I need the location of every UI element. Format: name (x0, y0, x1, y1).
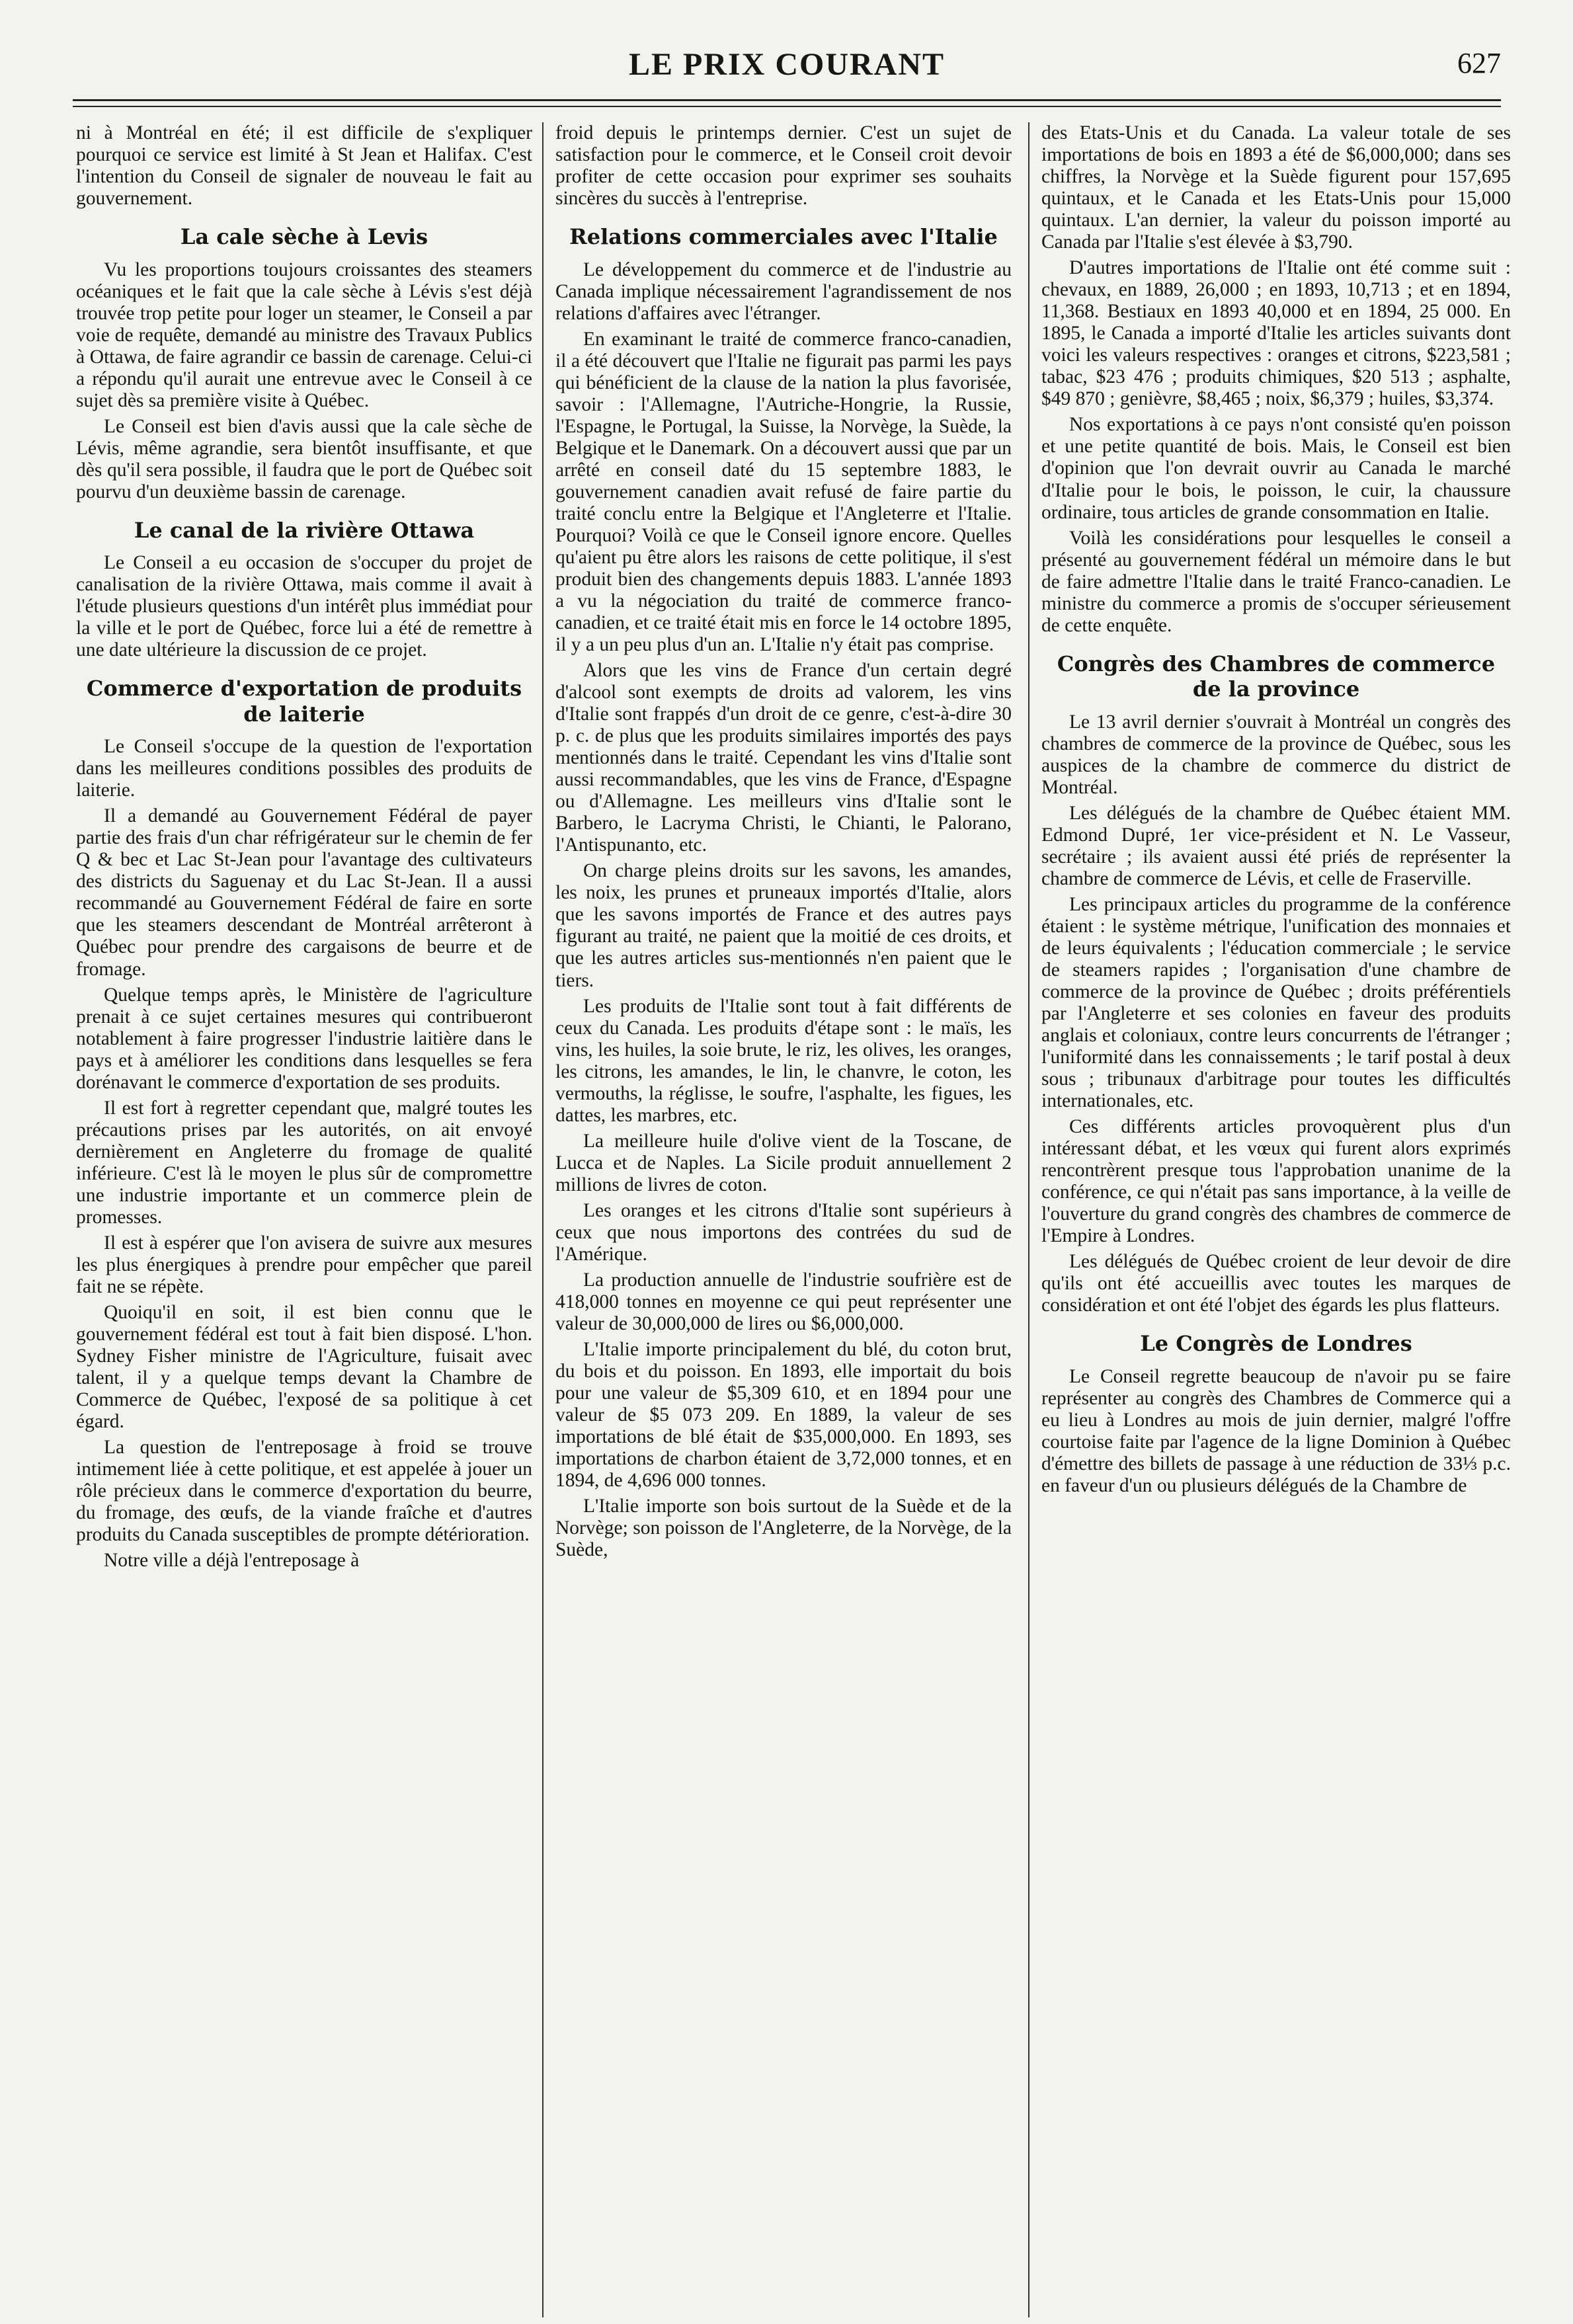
paragraph: L'Italie importe principalement du blé, du coton brut, du bois et du poisson. En 1893, elle importait du bois pour une valeur de $5,309 610, et en 1894 pour une valeur de $5 073 209. En 1889, la valeur de ses importations de blé était de $35,000,000. En 1893, ses importations de charbon étaient de 3,72,000 tonnes, et en 1894, de 4,696 000 tonnes. (555, 1339, 1012, 1492)
column-2 (555, 122, 1012, 1565)
paragraph: Le 13 avril dernier s'ouvrait à Montréal un congrès des chambres de commerce de la province de Québec, sous les auspices de la chambre de commerce du district de Montréal. (1041, 711, 1511, 798)
paragraph: Les oranges et les citrons d'Italie sont supérieurs à ceux que nous importons des contrées du sud de l'Amérique. (555, 1199, 1012, 1265)
column-3 (1041, 122, 1511, 1501)
paragraph: La meilleure huile d'olive vient de la Toscane, de Lucca et de Naples. La Sicile produit annuellement 2 millions de livres de coton. (555, 1130, 1012, 1195)
section-heading: Commerce d'exportation de produits de laiterie (86, 676, 522, 727)
paragraph: Quelque temps après, le Ministère de l'agriculture prenait à ce sujet certaines mesures qui contribueront notablement à faire progresser l'industrie laitière dans le pays et à améliorer les conditions dans lesquelles se fera dorénavant le commerce d'exportation de ses produits. (76, 984, 532, 1093)
paragraph: Il a demandé au Gouvernement Fédéral de payer partie des frais d'un char réfrigérateur sur le chemin de fer Q & bec et Lac St-Jean pour l'avantage des cultivateurs des districts du Saguenay et du Lac St-Jean. Il a aussi recommandé au Gouvernement Fédéral de faire en sorte que les steamers descendant de Montréal arrêteront à Québec pour prendre des cargaisons de beurre et de fromage. (76, 805, 532, 980)
paragraph: Les principaux articles du programme de la conférence étaient : le système métrique, l'unification des monnaies et de leurs équivalents ; l'éducation commerciale ; le service de steamers rapides ; l'organisation d'une chambre de commerce de la province de Québec ; droits préférentiels par l'Angleterre et ses colonies en faveur des produits anglais et coloniaux, contre leurs concurrents de l'étranger ; l'uniformité dans les connaissements ; le tarif postal à deux sous ; tribunaux d'arbitrage pour toutes les difficultés internationales, etc. (1041, 893, 1511, 1112)
section-heading: La cale sèche à Levis (180, 224, 428, 250)
paragraph: Vu les proportions toujours croissantes des steamers océaniques et le fait que la cale sèche à Lévis s'est déjà trouvée trop petite pour loger un steamer, le Conseil a par voie de requête, demandé au ministre des Travaux Publics à Ottawa, de faire agrandir ce bassin de carenage. Celui-ci a répondu qu'il aurait une entrevue avec le Conseil à ce sujet dès sa première visite à Québec. (76, 259, 532, 411)
paragraph: La question de l'entreposage à froid se trouve intimement liée à cette politique, et est appelée à jouer un rôle précieux dans le commerce d'exportation du beurre, du fromage, des œufs, de la viande fraîche et d'autres produits du Canada susceptibles de prompte détérioration. (76, 1437, 532, 1546)
paragraph: L'Italie importe son bois surtout de la Suède et de la Norvège; son poisson de l'Angleterre, de la Norvège, de la Suède, (555, 1496, 1012, 1561)
paragraph: En examinant le traité de commerce franco-canadien, il a été découvert que l'Italie ne figurait pas parmi les pays qui bénéficient de la clause de la nation la plus favorisée, savoir : l'Allemagne, l'Autriche-Hongrie, la Russie, l'Espagne, le Portugal, la Suisse, la Norvège, la Suède, la Belgique et le Danemark. On a découvert aussi que par un arrêté en conseil daté du 15 septembre 1883, le gouvernement canadien avait refusé de faire partie du traité conclu entre la Belgique et l'Angleterre et l'Italie. Pourquoi? Voilà ce que le Conseil ignore encore. Quelles qu'aient pu être alors les raisons de cette politique, il s'est produit bien des changements depuis 1883. L'année 1893 a vu la négociation du traité de commerce franco-canadien, et ce traité était mis en force le 14 octobre 1895, il y a un peu plus d'un an. L'Italie n'y était pas comprise. (555, 328, 1012, 656)
paragraph: D'autres importations de l'Italie ont été comme suit : chevaux, en 1889, 26,000 ; en 1893, 10,713 ; et en 1894, 11,368. Bestiaux en 1893 40,000 et en 1894, 25 000. En 1895, le Canada a importé d'Italie les articles suivants dont voici les valeurs respectives : oranges et citrons, $223,581 ; tabac, $23 476 ; produits chimiques, $20 513 ; asphalte, $49 870 ; genièvre, $8,465 ; noix, $6,379 ; huiles, $3,374. (1041, 257, 1511, 410)
paragraph: Nos exportations à ce pays n'ont consisté qu'en poisson et une petite quantité de bois. Mais, le Conseil est bien d'opinion que l'on devrait ouvrir au Canada le marché d'Italie pour le bois, le poisson, le cuir, la chaussure ordinaire, tous articles de grande consommation en Italie. (1041, 414, 1511, 523)
paragraph: Il est fort à regretter cependant que, malgré toutes les précautions prises par les autorités, on ait envoyé dernièrement en Angleterre du fromage de qualité inférieure. C'est là le moyen le plus sûr de compromettre une industrie importante et un commerce plein de promesses. (76, 1097, 532, 1228)
paragraph: Le développement du commerce et de l'industrie au Canada implique nécessairement l'agrandissement de nos relations d'affaires avec l'étranger. (555, 259, 1012, 324)
header-rule-thin (73, 106, 1501, 107)
paragraph: Quoiqu'il en soit, il est bien connu que le gouvernement fédéral est tout à fait bien disposé. L'hon. Sydney Fisher ministre de l'Agriculture, fuisait avec talent, il y a quelque temps devant la Chambre de Commerce de Québec, l'exposé de sa politique à cet égard. (76, 1301, 532, 1433)
page-header (73, 46, 1501, 93)
paragraph: Alors que les vins de France d'un certain degré d'alcool sont exempts de droits ad valorem, les vins d'Italie sont frappés d'un droit de ce genre, c'est-à-dire 30 p. c. de plus que les produits similaires importés des pays mentionnés dans le traité. Cependant les vins d'Italie sont aussi recommandables, que les vins de France, d'Espagne ou d'Allemagne. Les meilleurs vins d'Italie sont le Barbero, le Lacryma Christi, le Chianti, le Palorano, l'Antispunanto, etc. (555, 660, 1012, 856)
paragraph: Le Conseil s'occupe de la question de l'exportation dans les meilleures conditions possibles des produits de laiterie. (76, 736, 532, 801)
header-rule (73, 99, 1501, 101)
paragraph: Notre ville a déjà l'entreposage à (104, 1550, 360, 1572)
paragraph: Les produits de l'Italie sont tout à fait différents de ceux du Canada. Les produits d'étape sont : le maïs, les vins, les huiles, la soie brute, le riz, les olives, les oranges, les citrons, les amandes, le lin, le chanvre, le coton, les vermouths, la réglisse, le soufre, l'asphalte, les figues, les dattes, les marbres, etc. (555, 995, 1012, 1126)
paragraph: Les délégués de la chambre de Québec étaient MM. Edmond Dupré, 1er vice-président et N. Le Vasseur, secrétaire ; ils avaient aussi été priés de représenter la chambre de commerce de Lévis, et celle de Fraserville. (1041, 802, 1511, 889)
paragraph: Le Conseil est bien d'avis aussi que la cale sèche de Lévis, même agrandie, sera bientôt insuffisante, et que dès qu'il sera possible, il faudra que le port de Québec soit pourvu d'un deuxième bassin de carenage. (76, 415, 532, 502)
section-heading: Le canal de la rivière Ottawa (134, 517, 475, 543)
section-heading: Relations commerciales avec l'Italie (569, 224, 998, 250)
paragraph: ni à Montréal en été; il est difficile de s'expliquer pourquoi ce service est limité à St Jean et Halifax. C'est l'intention du Conseil de signaler de nouveau le fait au gouvernement. (76, 122, 532, 210)
section-heading: Congrès des Chambres de commerce de la province (1057, 651, 1496, 702)
paragraph: La production annuelle de l'industrie soufrière est de 418,000 tonnes en moyenne ce qui peut représenter une valeur de 30,000,000 de lires ou $6,000,000. (555, 1269, 1012, 1334)
column-divider (1028, 122, 1029, 2317)
column-divider (542, 122, 544, 2317)
paragraph: Le Conseil a eu occasion de s'occuper du projet de canalisation de la rivière Ottawa, mais comme il avait à l'étude plusieurs questions d'un intérêt plus immédiat pour la ville et le port de Québec, force lui a été de remettre à une date ultérieure la discussion de ce projet. (76, 552, 532, 661)
paragraph: Voilà les considérations pour lesquelles le conseil a présenté au gouvernement fédéral un mémoire dans le but de faire admettre l'Italie dans le traité Franco-canadien. Le ministre du commerce a promis de s'occuper sérieusement de cette enquête. (1041, 527, 1511, 636)
paragraph: Il est à espérer que l'on avisera de suivre aux mesures les plus énergiques à prendre pour empêcher que pareil fait ne se répète. (76, 1232, 532, 1297)
paragraph: Ces différents articles provoquèrent plus d'un intéressant débat, et les vœux qui furent alors exprimés rencontrèrent presque tous l'approbation unanime de la conférence, ce qui n'était pas sans importance, à la veille de l'ouverture du grand congrès des chambres de commerce de l'Empire à Londres. (1041, 1116, 1511, 1247)
column-1 (76, 122, 532, 1576)
paragraph: On charge pleins droits sur les savons, les amandes, les noix, les prunes et pruneaux importés d'Italie, alors que les savons importés de France et des autres pays figurant au traité, ne paient que la moitié de ces droits, et que les autres articles sus-mentionnés n'en paient que le tiers. (555, 860, 1012, 991)
paragraph: froid depuis le printemps dernier. C'est un sujet de satisfaction pour le commerce, et le Conseil croit devoir profiter de cette occasion pour exprimer ses souhaits sincères du succès à l'entreprise. (555, 122, 1012, 210)
paragraph: Le Conseil regrette beaucoup de n'avoir pu se faire représenter au congrès des Chambres de Commerce qui a eu lieu à Londres au mois de juin dernier, malgré l'offre courtoise faite par l'agence de la ligne Dominion à Québec d'émettre des billets de passage à une réduction de 33⅓ p.c. en faveur d'un ou plusieurs délégués de la Chambre de (1041, 1365, 1511, 1496)
page-number: 627 (1457, 47, 1501, 79)
section-heading: Le Congrès de Londres (1140, 1331, 1412, 1357)
paragraph: des Etats-Unis et du Canada. La valeur totale de ses importations de bois en 1893 a été de $6,000,000; dans ses chiffres, la Norvège et la Suède figurent pour 157,695 quintaux, et le Canada et les Etats-Unis pour 15,000 quintaux. L'an dernier, la valeur du poisson importé au Canada par l'Italie s'est élevée à $3,790. (1041, 122, 1511, 253)
paragraph: Les délégués de Québec croient de leur devoir de dire qu'ils ont été accueillis avec toutes les marques de considération et ont été l'objet des égards les plus flatteurs. (1041, 1251, 1511, 1316)
newspaper-title: LE PRIX COURANT (628, 47, 946, 82)
